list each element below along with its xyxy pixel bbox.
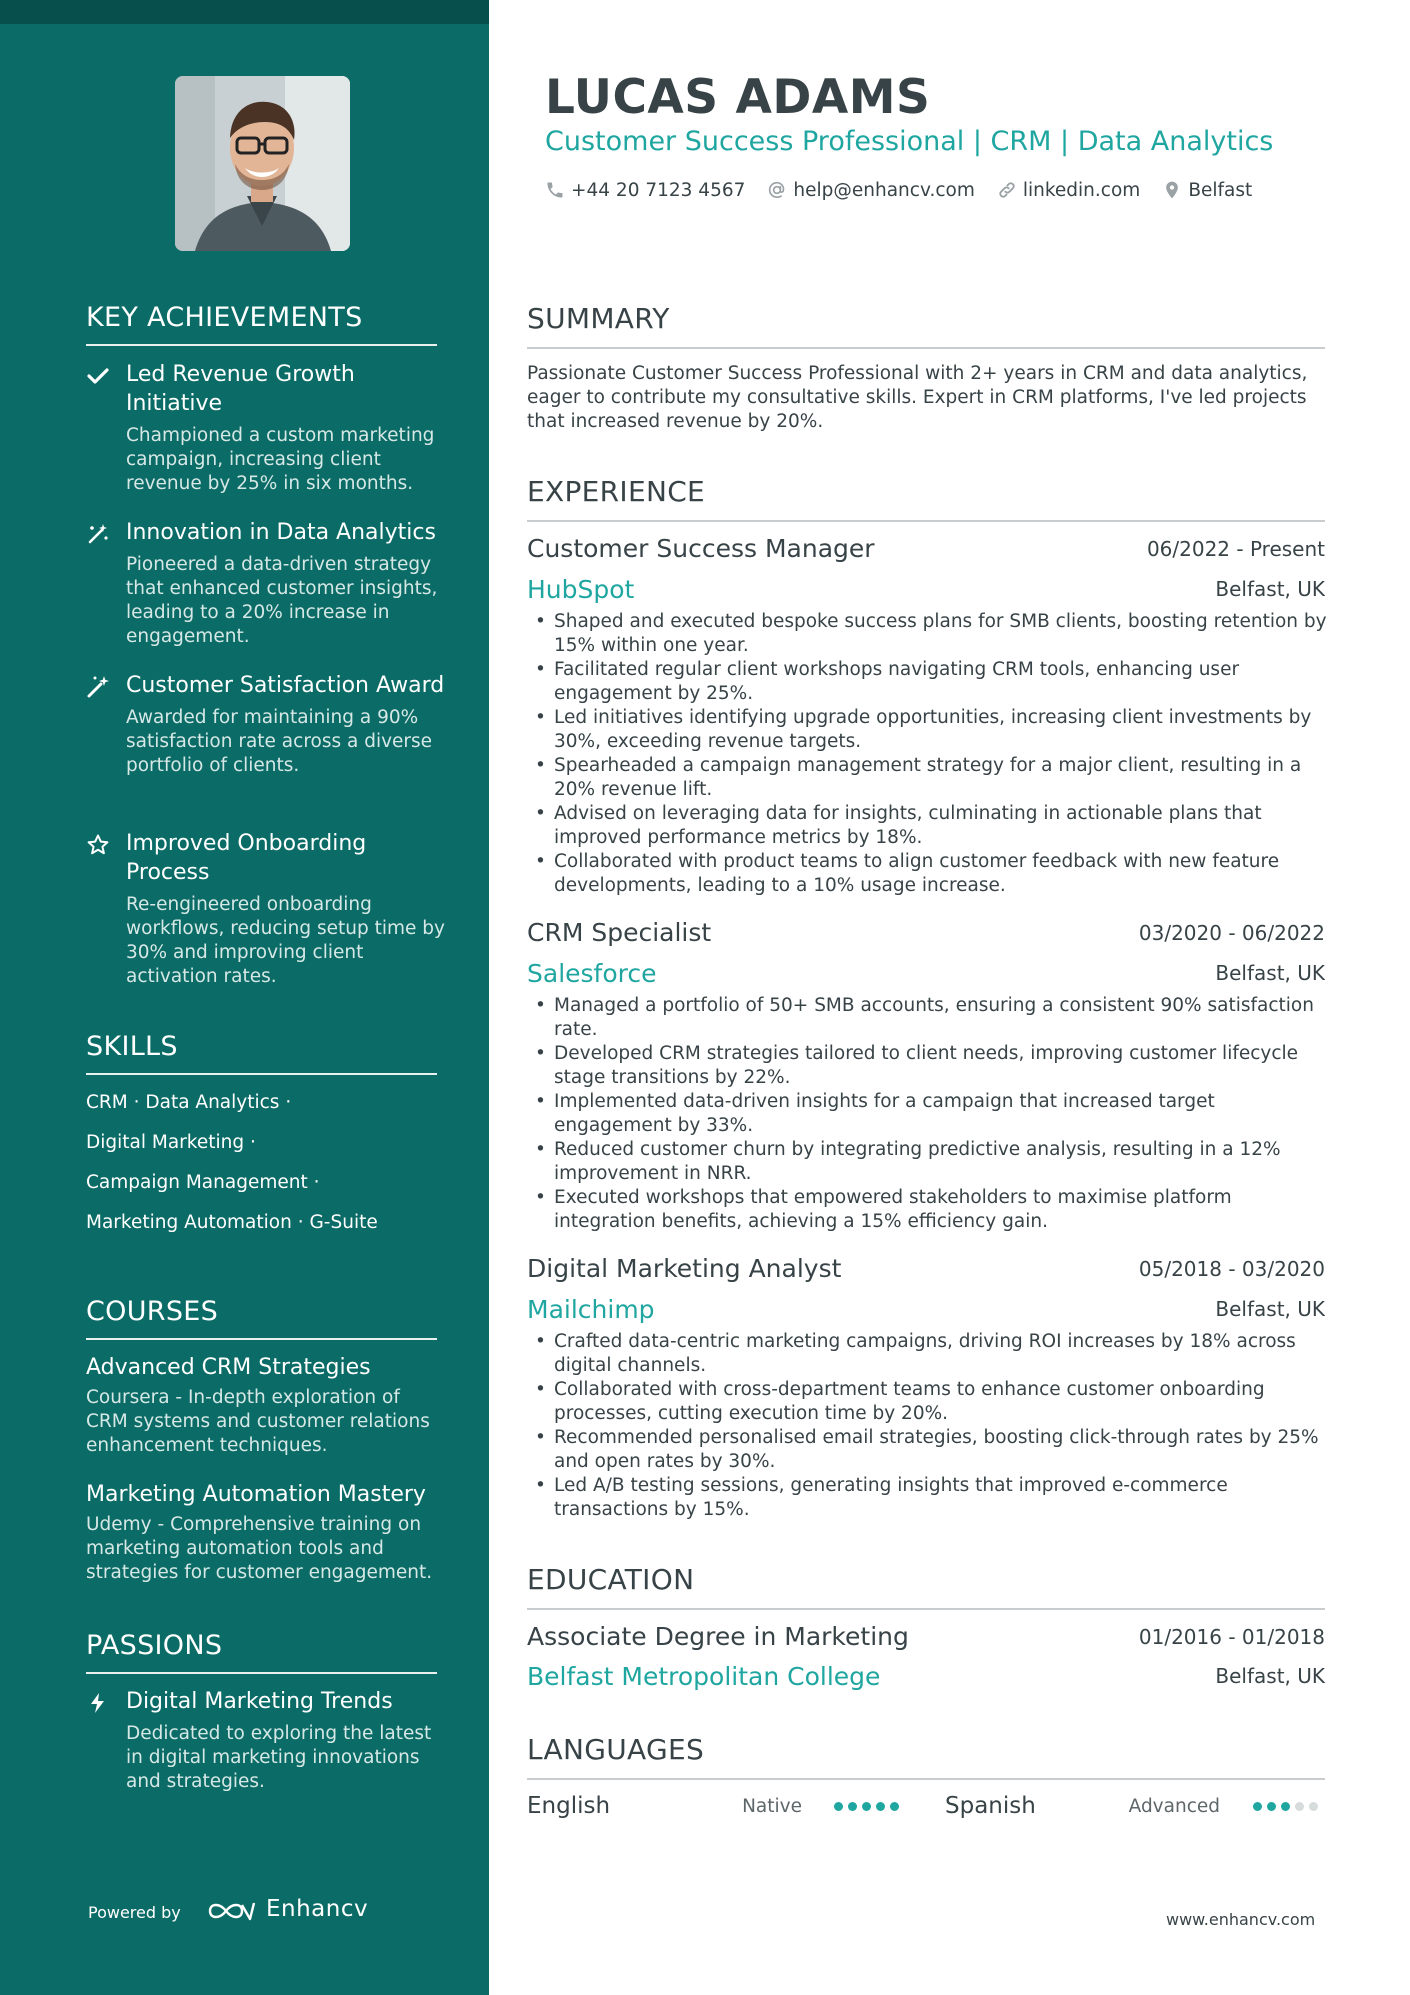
job-bullet: • Advised on leveraging data for insights, culminating in actionable plans that improved performance metrics by 18%. [527,802,1327,850]
achievement-item [86,518,446,649]
rating-dot-filled [834,1802,843,1811]
language-rating [834,1802,899,1811]
achievement-title: Improved Onboarding Process [126,831,367,885]
course-item [86,1480,446,1585]
course-desc: Udemy - Comprehensive training on marketing automation tools and strategies for customer engagement. [86,1514,433,1583]
summary-text: Passionate Customer Success Professional with 2+ years in CRM and data analytics, eager to contribute my consultative skills. Expert in CRM platforms, I've led projects that increased revenue by 20%. [527,363,1308,432]
skill-row: CRM · Data Analytics · [86,1092,292,1113]
passion-title: Digital Marketing Trends [126,1689,393,1714]
experience-heading: EXPERIENCE [527,475,1325,522]
rating-dot-filled [876,1802,885,1811]
powered-by-label: Powered by [88,1903,181,1922]
job-bullet: • Implemented data-driven insights for a campaign that increased target engagement by 33%. [527,1090,1327,1138]
job-company: Mailchimp [527,1295,655,1324]
contact-bar [545,175,1252,205]
job-bullet: • Recommended personalised email strategies, boosting click-through rates by 25% and open rates by 30%. [527,1426,1327,1474]
phone-icon [545,180,565,200]
language-level: Advanced [1128,1796,1220,1817]
link-icon [997,180,1017,200]
rating-dot-filled [890,1802,899,1811]
course-item [86,1353,446,1458]
job-title: Customer Success Manager [527,534,875,563]
rating-dot-filled [1267,1802,1276,1811]
job-location: Belfast, UK [1215,577,1325,601]
job-bullet: • Developed CRM strategies tailored to client needs, improving customer lifecycle stage transitions by 22%. [527,1042,1327,1090]
language-rating [1253,1802,1318,1811]
passion-desc: Dedicated to exploring the latest in digital marketing innovations and strategies. [126,1723,432,1792]
summary-heading: SUMMARY [527,302,1325,349]
star-icon [86,833,110,857]
education-heading: EDUCATION [527,1563,1325,1610]
at-icon [767,180,787,200]
passions-heading: PASSIONS [86,1630,437,1674]
linkedin-text: linkedin.com [1022,179,1141,201]
rating-dot-filled [862,1802,871,1811]
job-bullet: • Led initiatives identifying upgrade opportunities, increasing client investments by 30%, exceeding revenue targets. [527,706,1327,754]
job-bullet: • Collaborated with product teams to align customer feedback with new feature developments, leading to a 10% usage increase. [527,850,1327,898]
job-company: Salesforce [527,959,657,988]
job-dates: 06/2022 - Present [1146,537,1325,561]
achievement-desc: Re-engineered onboarding workflows, reducing setup time by 30% and improving client activation rates. [126,894,445,987]
course-title: Marketing Automation Mastery [86,1482,426,1507]
education-school: Belfast Metropolitan College [527,1662,881,1691]
location-text: Belfast [1188,179,1253,201]
footer-url[interactable]: www.enhancv.com [1166,1910,1316,1929]
education-location: Belfast, UK [1215,1664,1325,1688]
sidebar-top-band [0,0,489,24]
sidebar [0,0,489,1995]
candidate-name: LUCAS ADAMS [545,70,931,125]
check-icon [86,364,110,388]
achievement-item [86,829,446,989]
job-dates: 05/2018 - 03/2020 [1138,1257,1325,1281]
language-name: English [527,1793,611,1819]
achievement-item [86,360,446,496]
bolt-icon [86,1691,110,1715]
job-bullet: • Led A/B testing sessions, generating insights that improved e-commerce transactions by 15%. [527,1474,1327,1522]
job-bullet: • Managed a portfolio of 50+ SMB accounts, ensuring a consistent 90% satisfaction rate. [527,994,1327,1042]
skill-row: Campaign Management · [86,1172,320,1193]
achievement-item [86,671,446,778]
location-icon [1162,180,1182,200]
languages-heading: LANGUAGES [527,1733,1325,1780]
skills-heading: SKILLS [86,1031,437,1075]
job-title: Digital Marketing Analyst [527,1254,842,1283]
job-company: HubSpot [527,575,635,604]
course-desc: Coursera - In-depth exploration of CRM systems and customer relations enhancement techniques. [86,1387,430,1456]
rating-dot-empty [1295,1802,1304,1811]
profile-photo [175,76,350,251]
courses-heading: COURSES [86,1296,437,1340]
contact-phone[interactable] [545,180,745,201]
job-bullet: • Collaborated with cross-department teams to enhance customer onboarding processes, cutting execution time by 20%. [527,1378,1327,1426]
rating-dot-filled [848,1802,857,1811]
job-bullets [527,1330,1327,1522]
skills-list [86,1091,446,1251]
contact-email[interactable] [767,180,974,201]
enhancv-brand-text: Enhancv [266,1896,369,1922]
achievement-title: Customer Satisfaction Award [126,673,445,698]
candidate-headline: Customer Success Professional | CRM | Data Analytics [545,126,1274,157]
education-degree: Associate Degree in Marketing [527,1622,909,1651]
course-title: Advanced CRM Strategies [86,1355,371,1380]
achievement-title: Innovation in Data Analytics [126,520,436,545]
job-bullets [527,610,1327,898]
enhancv-logo-icon [206,1897,256,1925]
job-dates: 03/2020 - 06/2022 [1138,921,1325,945]
job-location: Belfast, UK [1215,961,1325,985]
rating-dot-filled [1281,1802,1290,1811]
rating-dot-filled [1253,1802,1262,1811]
job-title: CRM Specialist [527,918,712,947]
job-bullet: • Executed workshops that empowered stakeholders to maximise platform integration benefits, achieving a 15% efficiency gain. [527,1186,1327,1234]
job-bullet: • Spearheaded a campaign management strategy for a major client, resulting in a 20% revenue lift. [527,754,1327,802]
passion-item [86,1687,446,1794]
contact-location [1162,180,1252,201]
contact-linkedin[interactable] [997,180,1140,201]
email-text: help@enhancv.com [793,179,975,201]
skill-row: Digital Marketing · [86,1132,256,1153]
rating-dot-empty [1309,1802,1318,1811]
job-bullet: • Reduced customer churn by integrating predictive analysis, resulting in a 12% improvement in NRR. [527,1138,1327,1186]
language-name: Spanish [945,1793,1036,1819]
education-dates: 01/2016 - 01/2018 [1138,1625,1325,1649]
achievements-heading: KEY ACHIEVEMENTS [86,302,437,346]
job-bullet: • Crafted data-centric marketing campaigns, driving ROI increases by 18% across digital channels. [527,1330,1327,1378]
wand-icon [86,675,110,699]
achievement-desc: Pioneered a data-driven strategy that enhanced customer insights, leading to a 20% increase in engagement. [126,554,438,647]
achievement-desc: Awarded for maintaining a 90% satisfaction rate across a diverse portfolio of clients. [126,707,433,776]
language-level: Native [742,1796,802,1817]
job-bullet: • Shaped and executed bespoke success plans for SMB clients, boosting retention by 15% within one year. [527,610,1327,658]
skill-row: Marketing Automation · G-Suite [86,1212,378,1233]
achievement-title: Led Revenue Growth Initiative [126,362,355,416]
job-location: Belfast, UK [1215,1297,1325,1321]
job-bullet: • Facilitated regular client workshops navigating CRM tools, enhancing user engagement by 25%. [527,658,1327,706]
achievement-desc: Championed a custom marketing campaign, increasing client revenue by 25% in six months. [126,425,435,494]
job-bullets [527,994,1327,1234]
magic-icon [86,522,110,546]
phone-text: +44 20 7123 4567 [571,179,746,201]
